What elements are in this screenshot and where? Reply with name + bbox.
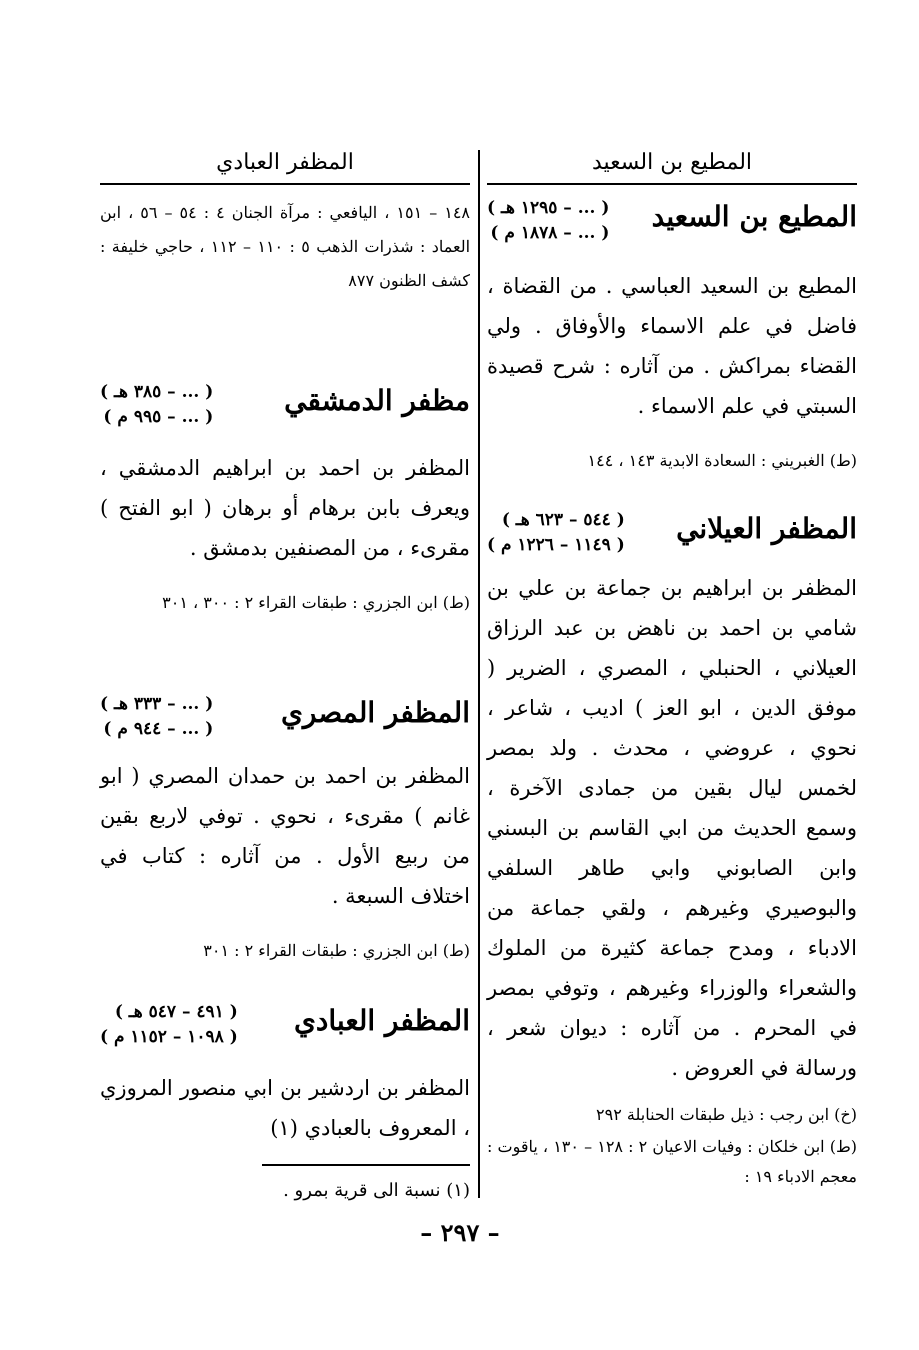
date-hijri: ( ... – ٣٨٥ هـ )	[100, 382, 214, 402]
date-gregorian: ( ... – ١٨٧٨ م )	[490, 223, 610, 243]
entry-name: المظفر المصري	[281, 696, 470, 729]
page-number: – ٢٩٧ –	[420, 1218, 500, 1247]
entry-body: المظفر بن احمد بن ابراهيم الدمشقي ، ويعرف بابن برهام أو برهان ( ابو الفتح ) مقرىء ، من المصنفين بدمشق .	[100, 456, 470, 560]
entry-name: المظفر العبادي	[293, 1004, 470, 1037]
date-gregorian: ( ١١٤٩ – ١٢٢٦ م )	[487, 535, 625, 555]
entry-heading	[487, 508, 857, 562]
entry-body: المظفر بن ابراهيم بن جماعة بن علي بن شامي بن احمد بن ناهض بن عبد الرزاق العيلاني ، الحنبلي ، المصري ، الضرير ( موفق الدين ، ابو العز ) اديب ، شاعر ، نحوي ، عروضي ، محدث . ولد بمصر لخمس ليال بقين من جمادى الآخرة ، وسمع الحديث من ابي القاسم بن البسني وابن الصابوني وابي طاهر السلفي والبوصيري وغيرهم ، ولقي جماعة من الادباء ، ومدح جماعة كثيرة من الملوك والشعراء والوزراء وغيرهم ، وتوفي بمصر في المحرم . من آثاره : ديوان شعر ، ورسالة في العروض .	[487, 576, 857, 1080]
header-rule-right	[487, 183, 857, 185]
date-hijri: ( ٤٩١ – ٥٤٧ هـ )	[114, 1002, 238, 1022]
running-header-left: المظفر العبادي	[216, 150, 354, 175]
entry-name: المظفر العيلاني	[676, 512, 857, 545]
entry-name: المطيع بن السعيد	[651, 200, 857, 233]
entry-dates	[100, 692, 213, 742]
date-hijri: ( ... – ٣٣٣ هـ )	[100, 694, 214, 714]
entry-body: المطيع بن السعيد العباسي . من القضاة ، فاضل في علم الاسماء والأوفاق . ولي القضاء بمراكش . من آثاره : شرح قصيدة السبتي في علم الاسماء .	[487, 274, 857, 418]
entry-dates	[487, 508, 625, 558]
running-header-right: المطيع بن السعيد	[591, 150, 753, 175]
date-hijri: ( ... – ١٢٩٥ هـ )	[487, 198, 610, 218]
entry-source: (ط) ابن الجزري : طبقات القراء ٢ : ٣٠١	[203, 941, 470, 960]
entry-heading	[100, 692, 470, 746]
column-divider	[478, 150, 480, 1198]
entry-source: (ط) ابن خلكان : وفيات الاعيان ٢ : ١٢٨ – ١٣٠ ، ياقوت : معجم الادباء ١٩ :	[487, 1137, 858, 1186]
entry-source: (ط) ابن الجزري : طبقات القراء ٢ : ٣٠٠ ، ٣٠١	[162, 593, 470, 612]
date-gregorian: ( ١٠٩٨ – ١١٥٢ م )	[100, 1027, 238, 1047]
continued-sources: ١٤٨ – ١٥١ ، اليافعي : مرآة الجنان ٤ : ٥٤ – ٥٦ ، ابن العماد : شذرات الذهب ٥ : ١١٠ – ١١٢ ، حاجي خليفة : كشف الظنون ٨٧٧	[100, 203, 471, 290]
header-rule-left	[100, 183, 470, 185]
date-gregorian: ( ... – ٩٤٤ م )	[103, 719, 214, 739]
entry-dates	[100, 1000, 238, 1050]
entry-heading	[100, 380, 470, 434]
entry-dates	[487, 196, 609, 246]
entry-dates	[100, 380, 213, 430]
footnote: (١) نسبة الى قرية بمرو .	[283, 1180, 470, 1201]
entry-name: مظفر الدمشقي	[284, 384, 470, 417]
entry-source: (خ) ابن رجب : ذيل طبقات الحنابلة ٢٩٢	[596, 1105, 857, 1124]
footnote-rule	[262, 1164, 470, 1166]
entry-heading	[100, 1000, 470, 1054]
entry-body: المظفر بن اردشير بن ابي منصور المروزي ، المعروف بالعبادي (١)	[100, 1076, 470, 1140]
date-hijri: ( ٥٤٤ – ٦٢٣ هـ )	[501, 510, 625, 530]
date-gregorian: ( ... – ٩٩٥ م )	[103, 407, 214, 427]
entry-body: المظفر بن احمد بن حمدان المصري ( ابو غانم ) مقرىء ، نحوي . توفي لاربع بقين من ربيع الأول . من آثاره : كتاب في اختلاف السبعة .	[100, 764, 470, 908]
entry-source: (ط) الغبريني : السعادة الابدية ١٤٣ ، ١٤٤	[587, 451, 857, 470]
entry-heading	[487, 196, 857, 250]
